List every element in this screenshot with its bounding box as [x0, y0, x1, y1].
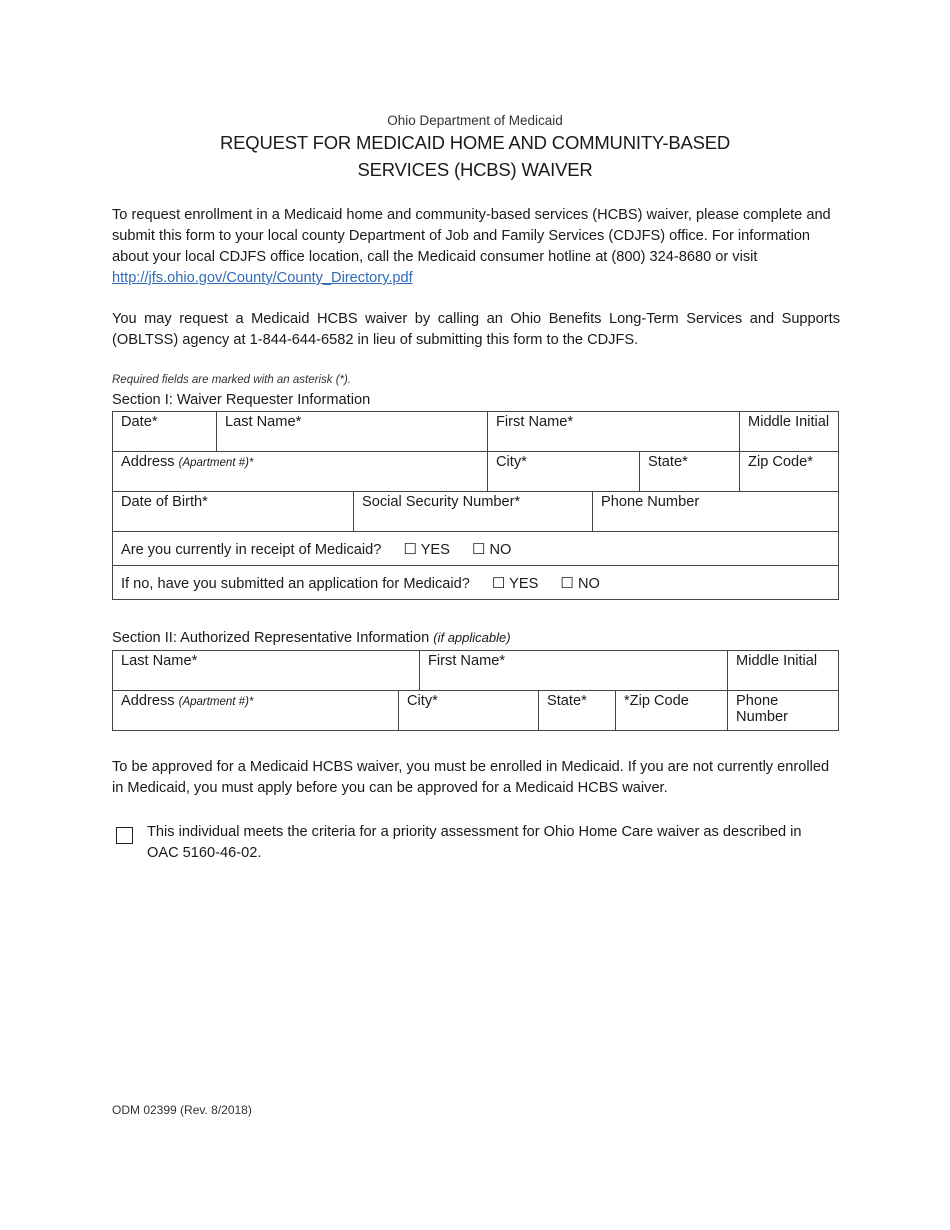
medicaid-application-question: If no, have you submitted an application for Medicaid? [121, 575, 470, 592]
checkbox-icon: ☐ [491, 574, 506, 592]
medicaid-receipt-question: Are you currently in receipt of Medicaid? [121, 541, 382, 558]
dob-label: Date of Birth* [121, 494, 208, 510]
ssn-label: Social Security Number* [362, 494, 521, 510]
priority-assessment-checkbox[interactable] [116, 827, 133, 844]
middle-initial-label: Middle Initial [748, 414, 830, 430]
zip-label: Zip Code* [748, 454, 813, 470]
agency-name: Ohio Department of Medicaid [387, 113, 563, 128]
rep-last-name-field[interactable] [113, 651, 420, 691]
first-name-label: First Name* [496, 414, 574, 430]
intro-text: To request enrollment in a Medicaid home and community-based services (HCBS) waiver, please complete and submit this form to your local county Department of Job and Family Services (CDJFS) office. For information about your local CDJFS office location, call the Medicaid consumer hotline at (800) 324-8680 or visit [112, 207, 831, 265]
rep-middle-initial-label: Middle Initial [736, 653, 818, 669]
rep-last-name-label: Last Name* [121, 653, 198, 669]
ssn-field[interactable] [354, 492, 593, 532]
middle-initial-field[interactable] [740, 412, 839, 452]
last-name-label: Last Name* [225, 414, 302, 430]
rep-zip-label: *Zip Code [624, 693, 689, 709]
medicaid-receipt-row [113, 532, 839, 566]
medicaid-application-row [113, 566, 839, 600]
zip-field[interactable] [740, 452, 839, 492]
state-label: State* [648, 454, 688, 470]
rep-city-label: City* [407, 693, 438, 709]
intro-paragraph-1 [112, 205, 840, 289]
rep-middle-initial-field[interactable] [728, 651, 839, 691]
checkbox-icon: ☐ [471, 540, 486, 558]
required-fields-note: Required fields are marked with an asterisk (*). [112, 374, 352, 386]
medicaid-application-no-checkbox[interactable] [560, 574, 599, 592]
form-title-line-2: SERVICES (HCBS) WAIVER [357, 159, 593, 180]
rep-phone-label: Phone Number [736, 693, 788, 725]
medicaid-receipt-yes-checkbox[interactable] [403, 540, 449, 558]
representative-info-table [112, 650, 839, 731]
county-directory-link[interactable]: http://jfs.ohio.gov/County/County_Directory.pdf [112, 270, 413, 286]
yes-label: YES [509, 575, 539, 592]
section-2-heading [112, 630, 511, 646]
intro-paragraph-2: You may request a Medicaid HCBS waiver by calling an Ohio Benefits Long-Term Services and Supports (OBLTSS) agency at 1-844-644-6582 in lieu of submitting this form to the CDJFS. [112, 311, 840, 348]
no-label: NO [489, 541, 512, 558]
rep-zip-field[interactable] [616, 691, 728, 731]
date-label: Date* [121, 414, 158, 430]
address-label: Address [121, 454, 175, 470]
form-number-footer: ODM 02399 (Rev. 8/2018) [112, 1103, 252, 1117]
section-2-qualifier: (if applicable) [433, 630, 511, 645]
rep-first-name-field[interactable] [420, 651, 728, 691]
date-field[interactable] [113, 412, 217, 452]
apartment-hint: (Apartment #)* [178, 457, 254, 469]
first-name-field[interactable] [488, 412, 740, 452]
phone-field[interactable] [593, 492, 839, 532]
rep-first-name-label: First Name* [428, 653, 506, 669]
rep-state-label: State* [547, 693, 587, 709]
rep-state-field[interactable] [539, 691, 616, 731]
address-field[interactable] [113, 452, 488, 492]
last-name-field[interactable] [217, 412, 488, 452]
priority-assessment-text: This individual meets the criteria for a priority assessment for Ohio Home Care waiver as described in OAC 5160-46-02. [147, 824, 802, 861]
dob-field[interactable] [113, 492, 354, 532]
rep-address-field[interactable] [113, 691, 399, 731]
medicaid-receipt-no-checkbox[interactable] [472, 540, 511, 558]
rep-phone-field[interactable] [728, 691, 839, 731]
state-field[interactable] [640, 452, 740, 492]
rep-city-field[interactable] [399, 691, 539, 731]
rep-address-label: Address [121, 693, 175, 709]
medicaid-application-yes-checkbox[interactable] [492, 574, 538, 592]
approval-requirement-text: To be approved for a Medicaid HCBS waiver, you must be enrolled in Medicaid. If you are not currently enrolled in Medicaid, you must apply before you can be approved for a Medicaid HCBS waiver. [112, 759, 830, 796]
city-label: City* [496, 454, 527, 470]
form-title-line-1: REQUEST FOR MEDICAID HOME AND COMMUNITY-BASED [219, 132, 731, 153]
section-2-title: Section II: Authorized Representative Information [112, 630, 430, 646]
city-field[interactable] [488, 452, 640, 492]
checkbox-icon: ☐ [560, 574, 574, 592]
section-1-heading: Section I: Waiver Requester Information [112, 392, 371, 408]
yes-label: YES [420, 541, 450, 558]
requester-info-table [112, 411, 839, 600]
no-label: NO [577, 575, 600, 592]
checkbox-icon: ☐ [403, 540, 417, 558]
rep-apartment-hint: (Apartment #)* [178, 696, 254, 708]
phone-label: Phone Number [601, 494, 700, 510]
